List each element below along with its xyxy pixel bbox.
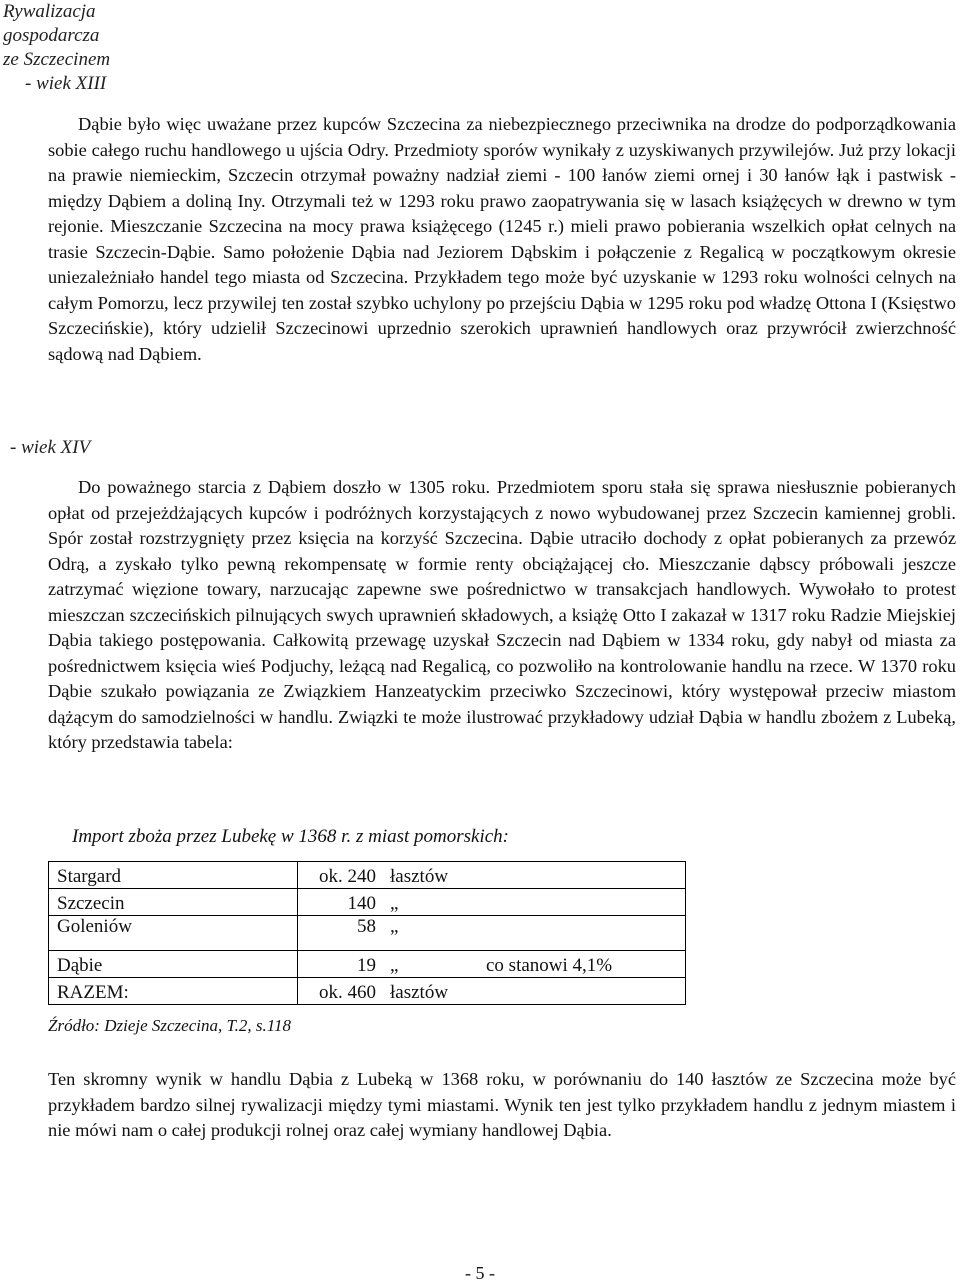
value-unit: „: [390, 955, 399, 976]
paragraph-1-text: Dąbie było więc uważane przez kupców Szczecina za niebezpiecznego przeciwnika na drodze do podporządkowania sobie całego ruchu handlowego u ujścia Odry. Przedmioty sporów wynikały z uzyskiwanych przywilejów. Już przy lokacji na prawie niemieckim, Szczecin otrzymał poważny nadział ziemi - 100 łanów ziemi ornej i 30 łanów łąk i pastwisk - między Dąbiem a doliną Iny. Otrzymali też w 1293 roku prawo zaopatrywania się w lasach książęcych w drewno w tym rejonie. Mieszczanie Szczecina na mocy prawa książęcego (1245 r.) mieli prawo pobierania wszelkich opłat celnych na trasie Szczecin-Dąbie. Samo położenie Dąbia nad Jeziorem Dąbskim i połączenie z Regalicą w początkowym okresie uniezależniało handel tego miasta od Szczecina. Przykładem tego może być uzyskanie w 1293 roku wolności celnych na całym Pomorzu, lecz przywilej ten został szybko uchylony po przejściu Dąbia w 1295 roku pod władzę Ottona I (Księstwo Szczecińskie), który udzielił Szczecinowi uprzednio szerokich uprawnień handlowych oraz przywrócił zwierzchność sądową nad Dąbiem.: [48, 114, 956, 364]
table-row: [49, 889, 686, 916]
value-number: ok. 240: [319, 866, 376, 887]
paragraph-1: [48, 112, 956, 367]
table-cell-city: Goleniów: [49, 916, 298, 951]
margin-note-line: Rywalizacja: [3, 1, 96, 22]
value-number: 19: [357, 955, 376, 976]
table-source: Źródło: Dzieje Szczecina, T.2, s.118: [48, 1016, 292, 1035]
table-cell-value: [298, 978, 686, 1005]
table-row: [49, 951, 686, 978]
table-cell-value: [298, 951, 686, 978]
table-row: [49, 916, 686, 951]
table-caption: Import zboża przez Lubekę w 1368 r. z miast pomorskich:: [72, 826, 509, 847]
table-cell-value: [298, 916, 686, 951]
value-unit: łasztów: [390, 866, 449, 887]
value-number: ok. 460: [319, 982, 376, 1003]
table-cell-city: Dąbie: [49, 951, 298, 978]
margin-note-line: gospodarcza: [3, 25, 100, 46]
table-row: [49, 978, 686, 1005]
table-cell-city: RAZEM:: [49, 978, 298, 1005]
table-cell-value: [298, 862, 686, 889]
table-cell-city: Szczecin: [49, 889, 298, 916]
paragraph-2-text: Do poważnego starcia z Dąbiem doszło w 1305 roku. Przedmiotem sporu stała się sprawa niesłusznie pobieranych opłat od przejeżdżających kupców i podróżnych korzystających z nowo wybudowanej przez Szczecin kamiennej grobli. Spór został rozstrzygnięty przez księcia na korzyść Szczecina. Dąbie utraciło dochody z opłat pobieranych za przewóz Odrą, a zyskało tylko pewną rekompensatę w formie renty obciążającej cło. Mieszczanie dąbscy próbowali jeszcze zatrzymać więzione towary, narzucając zapewne swe pośrednictwo w transakcjach handlowych. Wywołało to protest mieszczan szczecińskich pilnujących swych uprawnień składowych, a książę Otto I zakazał w 1317 roku Radzie Miejskiej Dąbia takiego postępowania. Całkowitą przewagę uzyskał Szczecin nad Dąbiem w 1334 roku, gdy nabył od miasta za pośrednictwem księcia wieś Podjuchy, leżącą nad Regalicą, co pozwoliło na kontrolowanie handlu na rzece. W 1370 roku Dąbie szukało powiązania ze Związkiem Hanzeatyckim przeciwko Szczecinowi, który występował przeciw miastom dążącym do samodzielności w handlu. Związki te może ilustrować przykładowy udział Dąbia w handlu zbożem z Lubeką, który przedstawia tabela:: [48, 477, 956, 752]
value-note: co stanowi 4,1%: [486, 955, 613, 976]
margin-note-xiii: [3, 0, 133, 96]
value-number: 140: [347, 893, 376, 914]
value-number: 58: [357, 916, 376, 937]
value-unit: łasztów: [390, 982, 449, 1003]
paragraph-2: [48, 475, 956, 756]
table-cell-value: [298, 889, 686, 916]
paragraph-3: [48, 1067, 956, 1144]
margin-note-xiv: - wiek XIV: [10, 437, 91, 458]
value-unit: „: [390, 893, 399, 914]
table-row: [49, 862, 686, 889]
grain-import-table: [48, 861, 686, 1005]
table-cell-city: Stargard: [49, 862, 298, 889]
margin-note-line: ze Szczecinem: [3, 49, 111, 70]
value-unit: „: [390, 916, 399, 937]
page-number: - 5 -: [465, 1263, 495, 1283]
margin-note-line: - wiek XIII: [25, 73, 107, 94]
paragraph-3-text: Ten skromny wynik w handlu Dąbia z Lubeką w 1368 roku, w porównaniu do 140 łasztów ze Szczecina może być przykładem bardzo silnej rywalizacji między tymi miastami. Wynik ten jest tylko przykładem handlu z jednym miastem i nie mówi nam o całej produkcji rolnej oraz całej wymiany handlowej Dąbia.: [48, 1069, 956, 1140]
